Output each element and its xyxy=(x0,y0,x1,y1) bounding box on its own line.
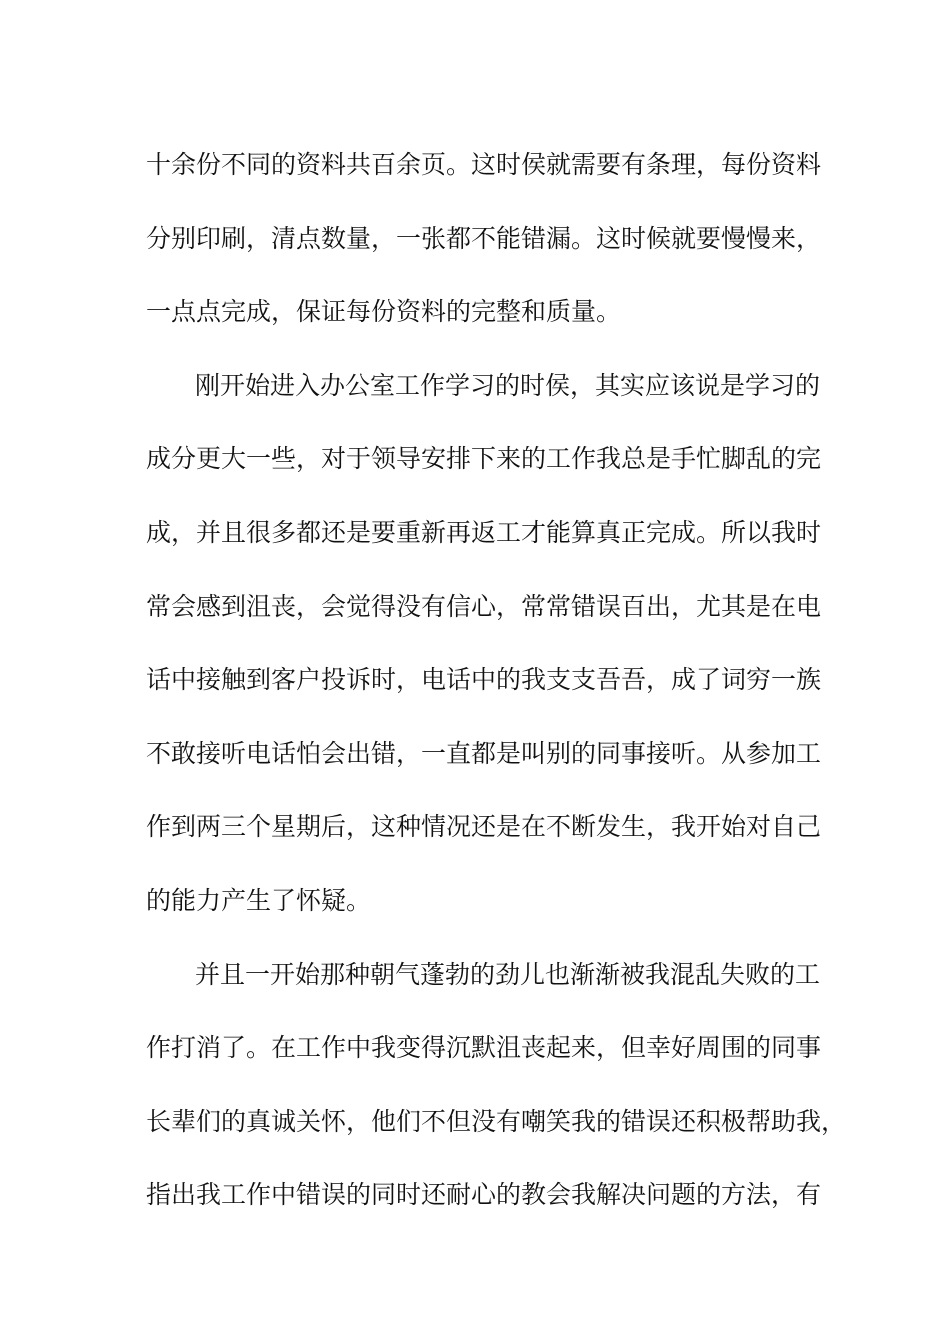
text-line: 作到两三个星期后，这种情况还是在不断发生，我开始对自己 xyxy=(146,812,822,842)
text-line: 作打消了。在工作中我变得沉默沮丧起来，但幸好周围的同事 xyxy=(146,1033,822,1063)
text-line: 一点点完成，保证每份资料的完整和质量。 xyxy=(146,297,622,327)
text-line: 成，并且很多都还是要重新再返工才能算真正完成。所以我时 xyxy=(146,517,822,547)
text-line: 的能力产生了怀疑。 xyxy=(146,885,372,915)
paragraph-start-line: 刚开始进入办公室工作学习的时侯，其实应该说是学习的 xyxy=(195,370,821,400)
text-line: 长辈们的真诚关怀，他们不但没有嘲笑我的错误还积极帮助我， xyxy=(146,1106,847,1136)
paragraph-start-line: 并且一开始那种朝气蓬勃的劲儿也渐渐被我混乱失败的工 xyxy=(195,959,821,989)
text-line: 常会感到沮丧，会觉得没有信心，常常错误百出，尤其是在电 xyxy=(146,591,822,621)
body-text xyxy=(146,128,847,1232)
text-line: 十余份不同的资料共百余页。这时侯就需要有条理，每份资料 xyxy=(146,150,822,179)
text-line: 不敢接听电话怕会出错，一直都是叫别的同事接听。从参加工 xyxy=(146,738,822,768)
text-line: 话中接触到客户投诉时，电话中的我支支吾吾，成了词穷一族 xyxy=(146,665,822,695)
text-line: 指出我工作中错误的同时还耐心的教会我解决问题的方法，有 xyxy=(146,1180,822,1210)
text-line: 成分更大一些，对于领导安排下来的工作我总是手忙脚乱的完 xyxy=(146,444,822,474)
text-line: 分别印刷，清点数量，一张都不能错漏。这时候就要慢慢来， xyxy=(146,223,822,253)
